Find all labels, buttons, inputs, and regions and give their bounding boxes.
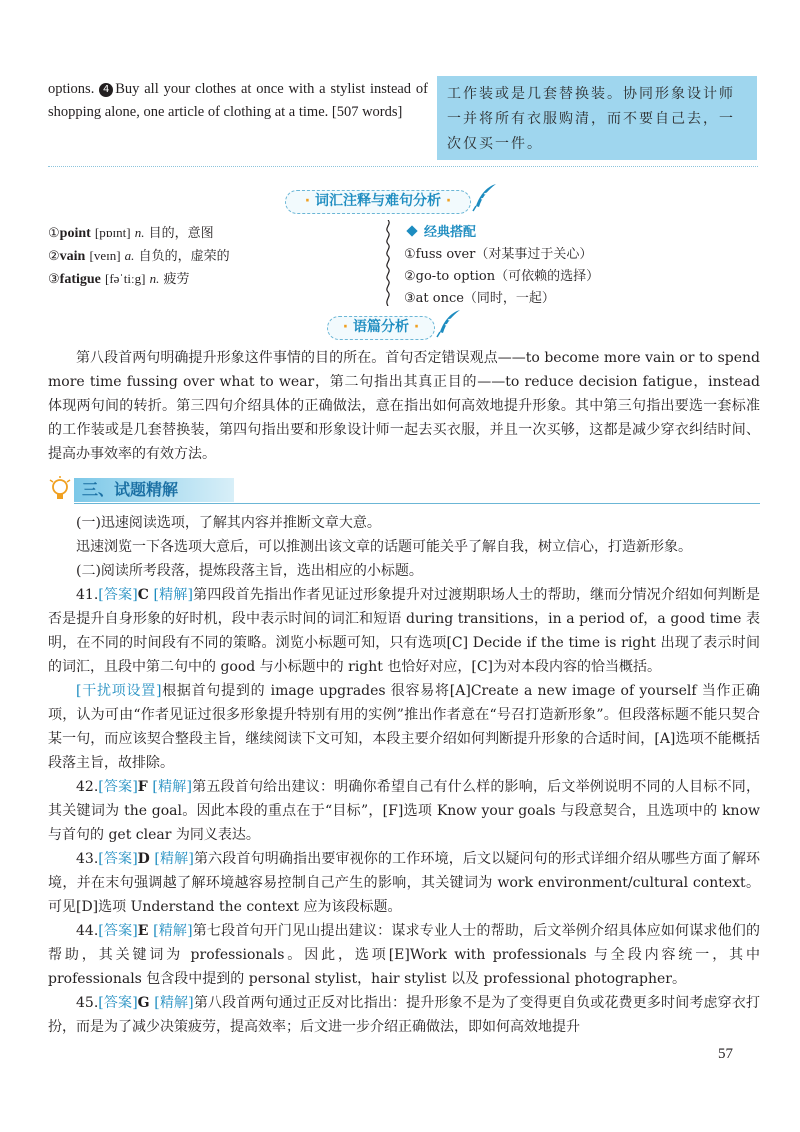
diamond-bullet-icon — [406, 225, 417, 236]
lightbulb-icon — [48, 476, 72, 504]
vocab-item: ①point [pɒɪnt] n. 目的，意图 — [48, 225, 214, 241]
exam-solutions — [48, 511, 760, 1039]
chain-divider — [384, 220, 392, 306]
question-45: 45.[答案]G [精解]第八段首两句通过正反对比指出：提升形象不是为了变得更自负或花费更多时间考虑穿衣打扮，而是为了减少决策疲劳，提高效率；后文进一步介绍正确做法，即如何高效地提升 — [48, 995, 760, 1035]
vocab-list — [48, 222, 348, 291]
collocation-item: ②go-to option（可依赖的选择） — [404, 269, 600, 284]
question-41: 41.[答案]C [精解]第四段首先指出作者见证过形象提升对过渡期职场人士的帮助，继而分情况介绍如何判断是否是提升自身形象的好时机，段中表示时间的词汇和短语 during transitions，in a period of，a good time 表明，在不同的时间段有不同的策略。浏览小标题可知，只有选项[C] Decide if the time is right 出现了表示时间的词汇，且段中第二句中的 good 与小标题中的 right 也恰好对应，[C]为对本段内容的恰当概括。 — [48, 587, 760, 675]
passage-end-translation: 工作装或是几套替换装。协同形象设计师一并将所有衣服购清，而不要自己去，一次仅买一件。 — [437, 76, 757, 160]
collocation-item: ①fuss over（对某事过于关心） — [404, 247, 593, 262]
discourse-analysis: 第八段首两句明确提升形象这件事情的目的所在。首句否定错误观点——to become more vain or to spend more time fussing over what to wear，第二句指出其真正目的——to reduce decision fatigue，instead 体现两句间的转折。第三四句介绍具体的正确做法，意在指出如何高效地提升形象。其中第三句指出要选一套标准的工作装或是几套替换装，第四句指出要和形象设计师一起去买衣服，并且一次买够，这都是减少穿衣纠结时间、提高办事效率的有效方法。 — [48, 350, 760, 462]
section-three-header — [48, 476, 760, 504]
quill-pen-icon — [470, 182, 498, 212]
collocation-item: ③at once（同时，一起） — [404, 291, 555, 306]
step-two: (二)阅读所考段落，提炼段落主旨，选出相应的小标题。 — [76, 563, 423, 579]
question-42: 42.[答案]F [精解]第五段首句给出建议：明确你希望自己有什么样的影响，后文举例说明不同的人目标不同，其关键词为 the goal。因此本段的重点在于“目标”，[F]选项 Know your goals 与段意契合，且选项中的 know 与首句的 get clear 为同义表达。 — [48, 779, 760, 843]
step-one-body: 迅速浏览一下各选项大意后，可以推测出该文章的话题可能关乎了解自我，树立信心，打造新形象。 — [76, 539, 692, 555]
question-44: 44.[答案]E [精解]第七段首句开门见山提出建议：谋求专业人士的帮助，后文举例介绍具体应如何谋求他们的帮助，其关键词为 professionals。因此，选项[E]Work with professionals 与全段内容统一，其中 professionals 包含段中提到的 personal stylist，hair stylist 以及 professional photographer。 — [48, 923, 760, 987]
dotted-divider — [48, 166, 758, 167]
collocation-list — [404, 222, 744, 310]
collocation-title: 经典搭配 — [404, 222, 744, 244]
question-43: 43.[答案]D [精解]第六段首句明确指出要审视你的工作环境，后文以疑问句的形式详细介绍从哪些方面了解环境，并在末句强调越了解环境越容易控制自己产生的影响，其关键词为 work environment/cultural context。可见[D]选项 Understand the context 应为该段标题。 — [48, 851, 760, 915]
question-41-distractor: [干扰项设置]根据首句提到的 image upgrades 很容易将[A]Create a new image of yourself 当作正确项，认为可由“作者见证过很多形象提升特别有用的实例”推出作者意在“号召打造新形象”。但段落标题不能只契合某一句，而应该契合整段主旨，继续阅读下文可知，本段主要介绍如何判断提升形象的合适时间，[A]选项不能概括段落主旨，故排除。 — [48, 683, 760, 771]
quill-pen-icon — [434, 308, 462, 338]
passage-end-english: options. 4 Buy all your clothes at once with a stylist instead of shopping alone, one article of clothing at a time. [507 words] — [48, 81, 429, 120]
step-one: (一)迅速阅读选项，了解其内容并推断文章大意。 — [76, 515, 381, 531]
vocab-section-header: · 词汇注释与难句分析 · — [285, 190, 471, 214]
analysis-section-header: · 语篇分析 · — [327, 316, 435, 340]
sentence-number-badge: 4 — [99, 83, 113, 97]
page-number: 57 — [718, 1046, 733, 1062]
section-three-title: 三、试题精解 — [82, 480, 179, 499]
vocab-item: ③fatigue [fəˈtiːg] n. 疲劳 — [48, 271, 190, 287]
vocab-item: ②vain [veɪn] a. 自负的，虚荣的 — [48, 248, 230, 264]
